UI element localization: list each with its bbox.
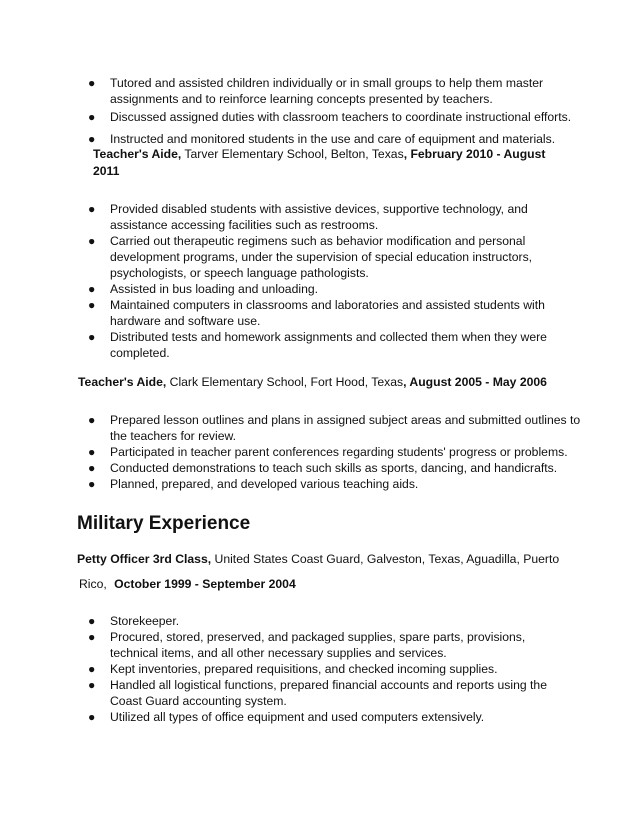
bullet-icon: ● — [88, 662, 96, 676]
bullet-icon: ● — [88, 710, 96, 724]
job-title: Teacher's Aide, — [78, 375, 167, 389]
duties-list-4 — [80, 613, 560, 725]
job-heading-tarver — [93, 146, 553, 180]
list-item: ● Procured, stored, preserved, and packaged supplies, spare parts, provisions, technical items, and all other necessary supplies and services. — [88, 630, 526, 660]
job-place: United States Coast Guard, Galveston, Texas, Aguadilla, Puerto — [214, 552, 560, 566]
bullet-icon: ● — [88, 413, 96, 427]
bullet-icon: ● — [88, 445, 96, 459]
bullet-icon: ● — [88, 76, 96, 90]
bullet-icon: ● — [88, 202, 96, 216]
job-place-cont: Rico, — [79, 577, 107, 591]
list-item: ● Carried out therapeutic regimens such as behavior modification and personal development programs, under the supervision of special education instructors, psychologists, or speech language pathologists. — [88, 234, 533, 280]
bullet-icon: ● — [88, 678, 96, 692]
job-dates: , February 2010 - August 2011 — [93, 147, 546, 178]
duties-list-1 — [80, 75, 590, 147]
job-dates: October 1999 - September 2004 — [114, 577, 296, 591]
list-item: ● Instructed and monitored students in the use and care of equipment and materials. — [88, 132, 556, 146]
job-place: Clark Elementary School, Fort Hood, Texas — [169, 375, 404, 389]
bullet-icon: ● — [88, 477, 96, 491]
job-heading-coast-guard-line2 — [79, 576, 599, 593]
job-heading-clark — [78, 374, 598, 391]
list-item: ● Maintained computers in classrooms and laboratories and assisted students with hardware and software use. — [88, 298, 545, 328]
bullet-icon: ● — [88, 234, 96, 248]
list-item: ● Discussed assigned duties with classroom teachers to coordinate instructional efforts. — [88, 110, 572, 124]
list-item: ● Distributed tests and homework assignments and collected them when they were completed. — [88, 330, 547, 360]
list-item: ● Utilized all types of office equipment and used computers extensively. — [88, 710, 485, 724]
duties-list-2 — [80, 201, 550, 361]
list-item: ● Conducted demonstrations to teach such skills as sports, dancing, and handicrafts. — [88, 461, 558, 475]
bullet-icon: ● — [88, 614, 96, 628]
bullet-icon: ● — [88, 132, 96, 146]
list-item: ● Provided disabled students with assistive devices, supportive technology, and assistance accessing facilities such as restrooms. — [88, 202, 528, 232]
list-item: ● Planned, prepared, and developed various teaching aids. — [88, 477, 419, 491]
list-item: ● Participated in teacher parent conferences regarding students' progress or problems. — [88, 445, 568, 459]
section-heading-military: Military Experience — [77, 513, 251, 534]
bullet-icon: ● — [88, 330, 96, 344]
list-item: ● Handled all logistical functions, prepared financial accounts and reports using the Coast Guard accounting system. — [88, 678, 547, 708]
bullet-icon: ● — [88, 630, 96, 644]
bullet-icon: ● — [88, 461, 96, 475]
list-item: ● Prepared lesson outlines and plans in assigned subject areas and submitted outlines to the teachers for review. — [88, 413, 581, 443]
job-heading-coast-guard — [77, 551, 597, 568]
job-title: Petty Officer 3rd Class, — [77, 552, 212, 566]
job-place: Tarver Elementary School, Belton, Texas — [184, 147, 404, 161]
list-item: ● Tutored and assisted children individually or in small groups to help them master assignments and to reinforce learning concepts presented by teachers. — [88, 76, 544, 106]
list-item: ● Kept inventories, prepared requisitions, and checked incoming supplies. — [88, 662, 498, 676]
duties-list-3 — [80, 412, 600, 492]
list-item: ● Storekeeper. — [88, 614, 180, 628]
job-title: Teacher's Aide, — [93, 147, 182, 161]
bullet-icon: ● — [88, 298, 96, 312]
job-dates: , August 2005 - May 2006 — [403, 375, 547, 389]
list-item: ● Assisted in bus loading and unloading. — [88, 282, 319, 296]
bullet-icon: ● — [88, 282, 96, 296]
bullet-icon: ● — [88, 110, 96, 124]
